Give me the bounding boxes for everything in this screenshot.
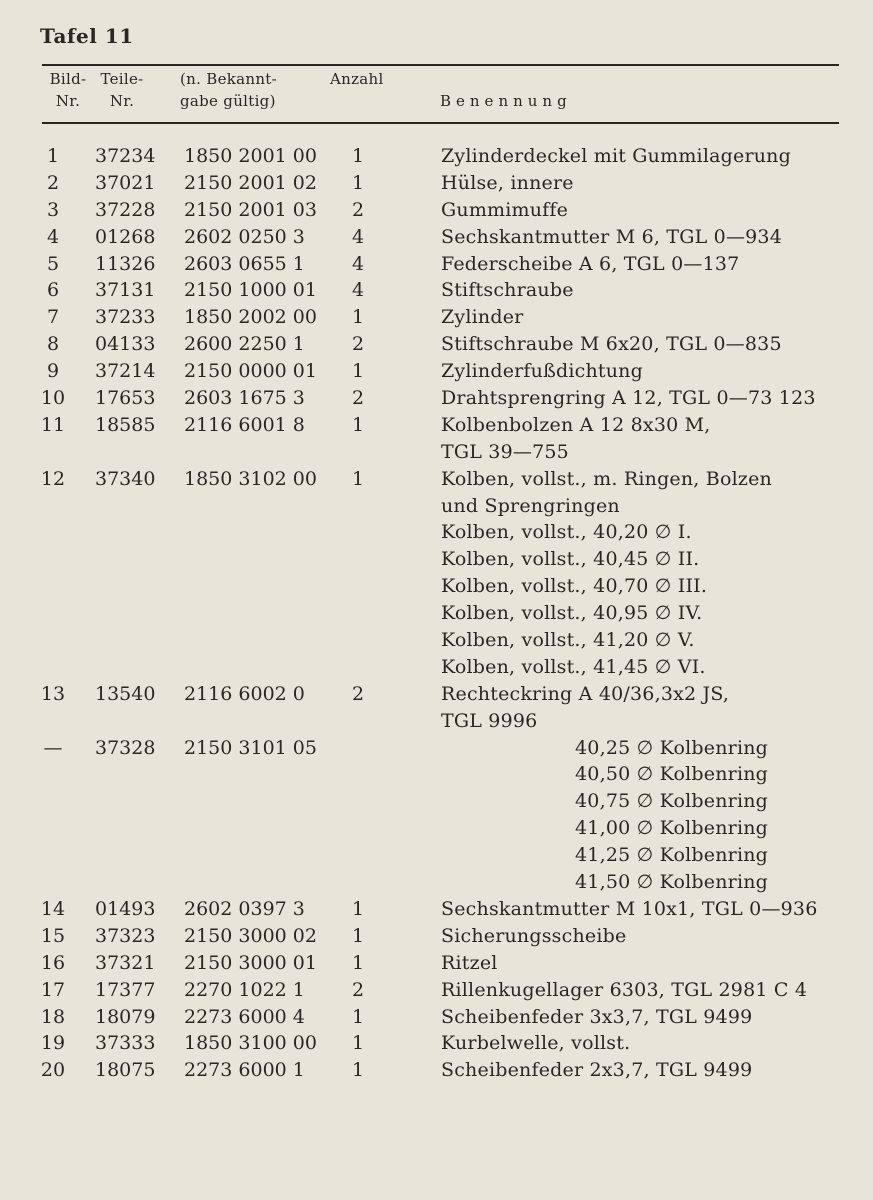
cell-anzahl: 4	[352, 279, 365, 302]
cell-benennung: Kolbenbolzen A 12 8x30 M,	[441, 413, 711, 436]
table-row	[0, 519, 873, 546]
cell-benennung: Ritzel	[441, 951, 498, 974]
cell-bild-nr: 17	[40, 978, 66, 1001]
table-row	[0, 627, 873, 654]
table-row	[0, 735, 873, 762]
cell-benennung: 41,00 ∅ Kolbenring	[575, 817, 769, 840]
cell-bild-nr: 6	[46, 279, 60, 302]
table-row	[0, 896, 873, 923]
cell-benennung: Zylinderfußdichtung	[441, 360, 643, 383]
cell-bild-nr: 1	[46, 145, 60, 167]
cell-bild-nr: 18	[40, 1005, 66, 1028]
cell-benennung: Kolben, vollst., 40,70 ∅ III.	[441, 575, 708, 598]
cell-bekanntgabe: 1850 3100 00	[184, 1032, 317, 1055]
cell-bekanntgabe: 2600 2250 1	[184, 333, 305, 356]
cell-benennung: Sechskantmutter M 10x1, TGL 0—936	[441, 897, 818, 920]
cell-teile-nr: 01493	[95, 897, 156, 920]
cell-bekanntgabe: 1850 3102 00	[184, 467, 317, 490]
cell-bild-nr: —	[43, 736, 63, 759]
cell-bild-nr: 16	[40, 951, 66, 974]
cell-bekanntgabe: 2150 3000 01	[184, 951, 317, 974]
cell-anzahl: 4	[352, 252, 365, 275]
cell-benennung: Kolben, vollst., 40,45 ∅ II.	[441, 548, 700, 571]
header-bild-nr: Bild- Nr.	[49, 70, 87, 110]
cell-bekanntgabe: 2116 6001 8	[184, 413, 305, 436]
cell-benennung: Federscheibe A 6, TGL 0—137	[441, 252, 740, 275]
header-rule-top	[42, 64, 839, 66]
cell-teile-nr: 37214	[95, 360, 156, 383]
cell-anzahl: 2	[352, 978, 365, 1001]
table-row	[0, 251, 873, 278]
header-bekanntgabe: (n. Bekannt- gabe gültig)	[180, 70, 277, 110]
cell-benennung: Kolben, vollst., 41,20 ∅ V.	[441, 629, 695, 652]
cell-benennung: Zylinderdeckel mit Gummilagerung	[441, 145, 791, 167]
cell-bild-nr: 20	[40, 1059, 66, 1082]
table-row	[0, 869, 873, 896]
cell-anzahl: 1	[352, 467, 365, 490]
cell-teile-nr: 18075	[95, 1059, 156, 1082]
cell-teile-nr: 37131	[95, 279, 156, 302]
cell-benennung: Stiftschraube M 6x20, TGL 0—835	[441, 333, 782, 356]
cell-teile-nr: 37333	[95, 1032, 156, 1055]
cell-bild-nr: 12	[40, 467, 66, 490]
cell-teile-nr: 37234	[95, 145, 156, 167]
cell-bild-nr: 13	[40, 682, 66, 705]
cell-teile-nr: 04133	[95, 333, 156, 356]
cell-bekanntgabe: 2602 0397 3	[184, 897, 305, 920]
cell-teile-nr: 37340	[95, 467, 156, 490]
header-anzahl: Anzahl	[330, 70, 384, 88]
cell-bekanntgabe: 2602 0250 3	[184, 225, 305, 248]
cell-anzahl: 1	[352, 145, 365, 167]
cell-bekanntgabe: 2150 3000 02	[184, 924, 317, 947]
cell-bild-nr: 10	[40, 387, 66, 410]
table-row	[0, 573, 873, 600]
cell-anzahl: 1	[352, 413, 365, 436]
table-row	[0, 466, 873, 493]
cell-benennung: Hülse, innere	[441, 171, 574, 194]
table-row	[0, 600, 873, 627]
cell-teile-nr: 18585	[95, 413, 156, 436]
table-row	[0, 546, 873, 573]
cell-benennung: Gummimuffe	[441, 198, 569, 221]
cell-benennung: 41,50 ∅ Kolbenring	[575, 871, 769, 894]
cell-anzahl: 1	[352, 951, 365, 974]
table-row	[0, 385, 873, 412]
cell-teile-nr: 37328	[95, 736, 156, 759]
cell-bekanntgabe: 2150 1000 01	[184, 279, 317, 302]
cell-benennung: Kurbelwelle, vollst.	[441, 1032, 631, 1055]
table-row	[0, 654, 873, 681]
cell-anzahl: 1	[352, 1032, 365, 1055]
cell-bekanntgabe: 2150 0000 01	[184, 360, 317, 383]
cell-bild-nr: 2	[46, 171, 60, 194]
cell-benennung: Sechskantmutter M 6, TGL 0—934	[441, 225, 783, 248]
cell-bild-nr: 14	[40, 897, 66, 920]
table-row	[0, 143, 873, 170]
cell-teile-nr: 37233	[95, 306, 156, 329]
cell-anzahl: 4	[352, 225, 365, 248]
cell-benennung: Kolben, vollst., m. Ringen, Bolzen	[441, 467, 772, 490]
cell-anzahl: 1	[352, 1005, 365, 1028]
cell-bild-nr: 9	[46, 360, 60, 383]
cell-benennung: TGL 39—755	[441, 440, 569, 463]
table-row	[0, 197, 873, 224]
cell-anzahl: 1	[352, 924, 365, 947]
cell-anzahl: 1	[352, 360, 365, 383]
cell-benennung: Drahtsprengring A 12, TGL 0—73 123	[441, 387, 816, 410]
cell-anzahl: 2	[352, 198, 365, 221]
cell-bekanntgabe: 2603 1675 3	[184, 387, 305, 410]
cell-benennung: 40,25 ∅ Kolbenring	[575, 736, 769, 759]
table-row	[0, 331, 873, 358]
cell-bild-nr: 5	[46, 252, 60, 275]
cell-benennung: Scheibenfeder 3x3,7, TGL 9499	[441, 1005, 753, 1028]
cell-bild-nr: 11	[40, 413, 66, 436]
cell-anzahl: 1	[352, 171, 365, 194]
cell-bekanntgabe: 2150 2001 03	[184, 198, 317, 221]
cell-teile-nr: 37228	[95, 198, 156, 221]
cell-benennung: Sicherungsscheibe	[441, 924, 627, 947]
cell-benennung: 41,25 ∅ Kolbenring	[575, 844, 769, 867]
cell-teile-nr: 17377	[95, 978, 156, 1001]
cell-bekanntgabe: 2270 1022 1	[184, 978, 305, 1001]
cell-anzahl: 1	[352, 306, 365, 329]
cell-anzahl: 2	[352, 333, 365, 356]
cell-teile-nr: 17653	[95, 387, 156, 410]
cell-teile-nr: 37321	[95, 951, 156, 974]
cell-teile-nr: 01268	[95, 225, 156, 248]
cell-benennung: Kolben, vollst., 40,95 ∅ IV.	[441, 602, 703, 625]
cell-bekanntgabe: 2603 0655 1	[184, 252, 305, 275]
cell-bekanntgabe: 2273 6000 4	[184, 1005, 305, 1028]
cell-benennung: Kolben, vollst., 40,20 ∅ I.	[441, 521, 692, 544]
table-row	[0, 977, 873, 1004]
parts-table	[0, 143, 873, 1084]
table-row	[0, 708, 873, 735]
cell-benennung: TGL 9996	[441, 709, 538, 732]
cell-bekanntgabe: 1850 2002 00	[184, 306, 317, 329]
table-row	[0, 1030, 873, 1057]
cell-teile-nr: 18079	[95, 1005, 156, 1028]
table-row	[0, 681, 873, 708]
table-row	[0, 761, 873, 788]
cell-bekanntgabe: 2150 3101 05	[184, 736, 317, 759]
cell-bekanntgabe: 2116 6002 0	[184, 682, 305, 705]
cell-benennung: Rechteckring A 40/36,3x2 JS,	[441, 682, 730, 705]
table-row	[0, 439, 873, 466]
cell-benennung: und Sprengringen	[441, 494, 620, 517]
table-row	[0, 788, 873, 815]
cell-teile-nr: 37323	[95, 924, 156, 947]
header-teile-nr: Teile- Nr.	[100, 70, 144, 110]
cell-bild-nr: 3	[46, 198, 60, 221]
header-benennung: Benennung	[440, 92, 572, 110]
cell-benennung: 40,50 ∅ Kolbenring	[575, 763, 769, 786]
cell-bild-nr: 7	[46, 306, 60, 329]
table-row	[0, 170, 873, 197]
cell-bild-nr: 19	[40, 1032, 66, 1055]
cell-anzahl: 2	[352, 387, 365, 410]
cell-bild-nr: 4	[46, 225, 60, 248]
cell-bild-nr: 15	[40, 924, 66, 947]
cell-benennung: Stiftschraube	[441, 279, 574, 302]
cell-anzahl: 1	[352, 1059, 365, 1082]
cell-teile-nr: 37021	[95, 171, 156, 194]
table-row	[0, 493, 873, 520]
cell-bekanntgabe: 1850 2001 00	[184, 145, 317, 167]
cell-teile-nr: 11326	[95, 252, 156, 275]
table-row	[0, 1004, 873, 1031]
cell-anzahl: 2	[352, 682, 365, 705]
table-row	[0, 815, 873, 842]
cell-anzahl: 1	[352, 897, 365, 920]
cell-benennung: Scheibenfeder 2x3,7, TGL 9499	[441, 1059, 753, 1082]
table-row	[0, 842, 873, 869]
cell-teile-nr: 13540	[95, 682, 156, 705]
table-row	[0, 304, 873, 331]
cell-benennung: Kolben, vollst., 41,45 ∅ VI.	[441, 655, 706, 678]
table-row	[0, 923, 873, 950]
table-row	[0, 224, 873, 251]
cell-benennung: Zylinder	[441, 306, 524, 329]
cell-benennung: Rillenkugellager 6303, TGL 2981 C 4	[441, 978, 808, 1001]
table-row	[0, 950, 873, 977]
header-rule-bottom	[42, 122, 839, 124]
cell-bekanntgabe: 2150 2001 02	[184, 171, 317, 194]
table-row	[0, 358, 873, 385]
table-row	[0, 277, 873, 304]
cell-bild-nr: 8	[46, 333, 60, 356]
table-row	[0, 412, 873, 439]
table-row	[0, 1057, 873, 1084]
cell-bekanntgabe: 2273 6000 1	[184, 1059, 305, 1082]
cell-benennung: 40,75 ∅ Kolbenring	[575, 790, 769, 813]
page-title: Tafel 11	[40, 24, 134, 48]
